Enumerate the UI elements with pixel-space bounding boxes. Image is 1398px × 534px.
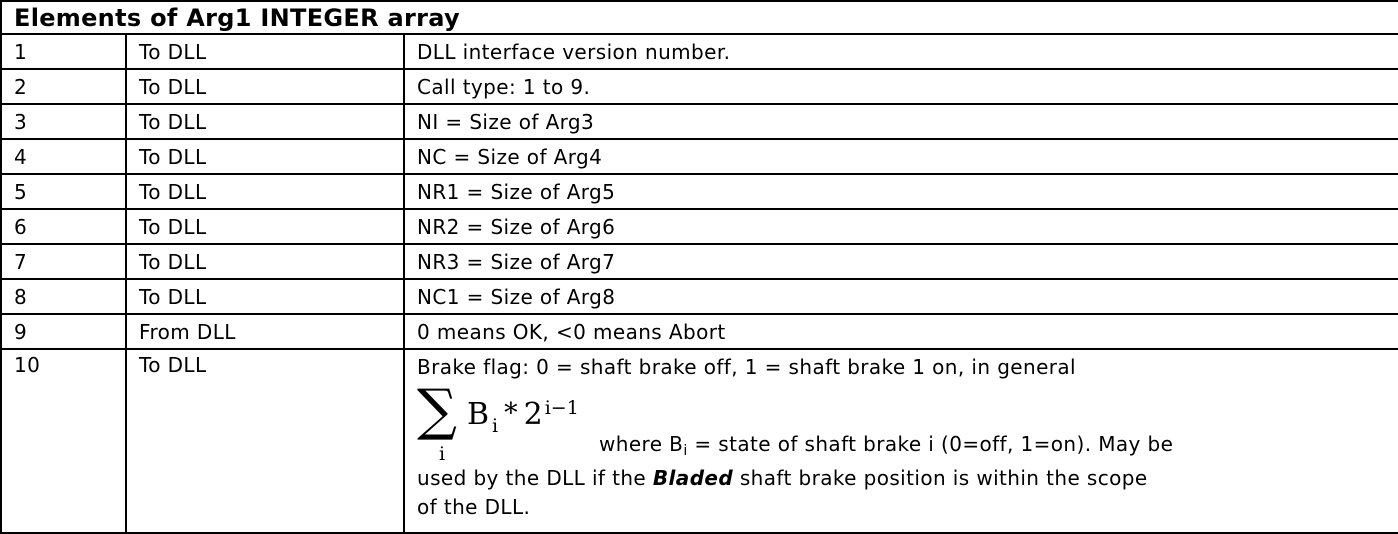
scope-text-pre: used by the DLL if the xyxy=(417,466,653,490)
formula-power-base: 2 xyxy=(523,397,543,432)
table-row xyxy=(1,34,1398,69)
formula-base-subscript: i xyxy=(492,415,499,437)
table-title-row xyxy=(1,1,1398,34)
summation-formula xyxy=(417,378,589,465)
element-number-cell: 2 xyxy=(1,69,126,104)
description-cell: NR2 = Size of Arg6 xyxy=(404,209,1398,244)
description-cell: NR1 = Size of Arg5 xyxy=(404,174,1398,209)
formula-row xyxy=(417,378,1390,465)
description-cell: Call type: 1 to 9. xyxy=(404,69,1398,104)
direction-cell: To DLL xyxy=(126,209,404,244)
where-text-post: = state of shaft brake i (0=off, 1=on). May be xyxy=(687,432,1174,456)
direction-cell: To DLL xyxy=(126,104,404,139)
element-number-cell: 8 xyxy=(1,279,126,314)
element-number-cell: 3 xyxy=(1,104,126,139)
table-row xyxy=(1,279,1398,314)
where-clause xyxy=(599,432,1173,464)
multiply-operator: * xyxy=(504,398,518,429)
formula-expression xyxy=(467,392,579,442)
description-cell: DLL interface version number. xyxy=(404,34,1398,69)
table-row xyxy=(1,244,1398,279)
where-text-pre: where B xyxy=(599,432,684,456)
table-row xyxy=(1,209,1398,244)
table-row xyxy=(1,139,1398,174)
brake-flag-line: Brake flag: 0 = shaft brake off, 1 = shaft brake 1 on, in general xyxy=(417,355,1077,379)
description-cell: NC1 = Size of Arg8 xyxy=(404,279,1398,314)
where-subscript: i xyxy=(683,443,688,459)
direction-cell: From DLL xyxy=(126,314,404,349)
element-number-cell: 10 xyxy=(1,349,126,533)
table-title: Elements of Arg1 INTEGER array xyxy=(1,1,1398,34)
sigma-index: i xyxy=(439,443,446,465)
table-row-10 xyxy=(1,349,1398,533)
formula-exponent: i−1 xyxy=(544,397,579,419)
direction-cell: To DLL xyxy=(126,69,404,104)
bladed-product-name: Bladed xyxy=(652,466,734,490)
element-number-cell: 7 xyxy=(1,244,126,279)
direction-cell: To DLL xyxy=(126,174,404,209)
direction-cell: To DLL xyxy=(126,139,404,174)
element-number-cell: 5 xyxy=(1,174,126,209)
dll-line: of the DLL. xyxy=(417,495,531,519)
scope-line xyxy=(417,464,1390,493)
table-row xyxy=(1,174,1398,209)
description-cell: NC = Size of Arg4 xyxy=(404,139,1398,174)
sigma-symbol: ∑ xyxy=(417,378,457,443)
description-cell: NR3 = Size of Arg7 xyxy=(404,244,1398,279)
table-row xyxy=(1,314,1398,349)
element-number-cell: 9 xyxy=(1,314,126,349)
element-number-cell: 4 xyxy=(1,139,126,174)
direction-cell: To DLL xyxy=(126,349,404,533)
direction-cell: To DLL xyxy=(126,244,404,279)
description-cell: 0 means OK, <0 means Abort xyxy=(404,314,1398,349)
scope-text-post: shaft brake position is within the scope xyxy=(733,466,1148,490)
formula-base: B xyxy=(467,397,490,432)
direction-cell: To DLL xyxy=(126,34,404,69)
element-number-cell: 1 xyxy=(1,34,126,69)
table-row xyxy=(1,104,1398,139)
description-cell xyxy=(404,349,1398,533)
element-number-cell: 6 xyxy=(1,209,126,244)
table-row xyxy=(1,69,1398,104)
direction-cell: To DLL xyxy=(126,279,404,314)
description-cell: NI = Size of Arg3 xyxy=(404,104,1398,139)
